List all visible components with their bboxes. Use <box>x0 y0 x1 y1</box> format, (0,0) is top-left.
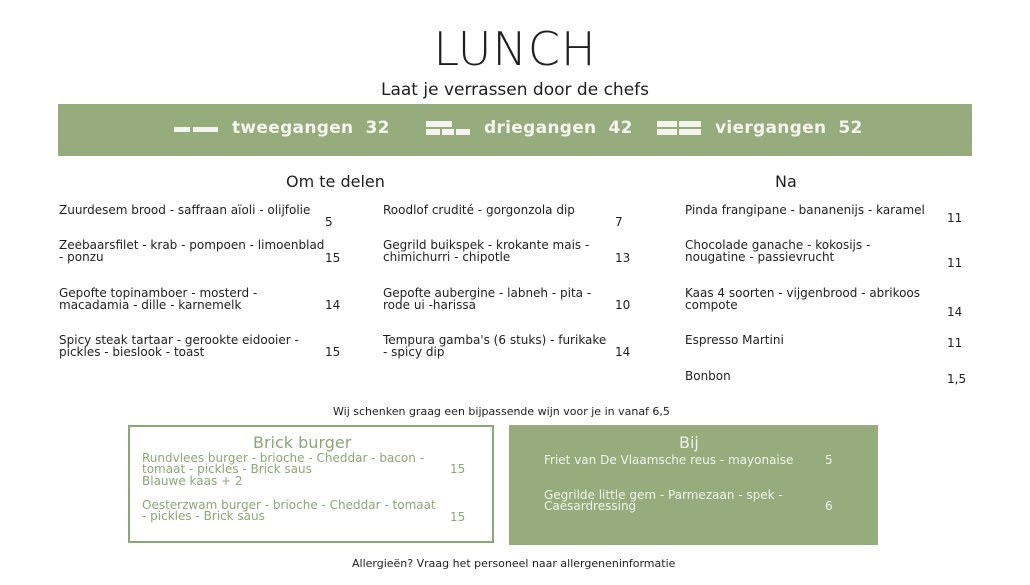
burger-item: Rundvlees burger - brioche - Cheddar - bacon - tomaat - pickles - Brick saus <box>142 451 425 476</box>
course-price: 32 <box>365 118 390 138</box>
menu-item-price: 7 <box>615 215 623 229</box>
page-title: LUNCH <box>433 22 597 76</box>
menu-item: Spicy steak tartaar - gerookte eidooier - pickles - bieslook - toast <box>59 333 299 359</box>
course-banner <box>58 104 972 156</box>
menu-item: Pinda frangipane - bananenijs - karamel <box>685 203 925 217</box>
menu-item-price: 14 <box>615 345 631 359</box>
menu-item: Espresso Martini <box>685 333 784 347</box>
allergy-note: Allergieën? Vraag het personeel naar allergeneninformatie <box>352 557 676 570</box>
wine-note: Wij schenken graag een bijpassende wijn voor je in vanaf 6,5 <box>333 405 670 418</box>
side-item: Gegrilde little gem - Parmezaan - spek - Caesardressing <box>544 488 783 513</box>
menu-item: Bonbon <box>685 369 731 383</box>
menu-item: Gepofte aubergine - labneh - pita - rode ui -harissa <box>383 286 592 312</box>
menu-item-price: 14 <box>947 305 963 319</box>
menu-item: Zeebaarsfilet - krab - pompoen - limoenblad - ponzu <box>59 238 325 264</box>
menu-item-price: 14 <box>325 298 341 312</box>
menu-item-price: 11 <box>947 256 963 270</box>
brick-burger-heading: Brick burger <box>253 433 352 452</box>
menu-item: Gepofte topinamboer - mosterd - macadamia - dille - karnemelk <box>59 286 258 312</box>
course-option-driegangen <box>426 118 633 138</box>
section-heading-na: Na <box>775 172 797 191</box>
course-name: viergangen <box>715 118 827 138</box>
course-option-tweegangen <box>174 118 390 138</box>
burger-item-extra: Blauwe kaas + 2 <box>142 474 243 488</box>
four-bars-icon <box>657 120 701 136</box>
bij-heading: Bij <box>679 433 699 452</box>
menu-item: Tempura gamba's (6 stuks) - furikake - spicy dip <box>383 333 607 359</box>
course-option-viergangen <box>657 118 863 138</box>
section-heading-om-te-delen: Om te delen <box>286 172 385 191</box>
menu-item-price: 5 <box>325 215 333 229</box>
page-subtitle: Laat je verrassen door de chefs <box>381 80 649 100</box>
menu-item-price: 15 <box>325 345 341 359</box>
menu-item-price: 13 <box>615 251 631 265</box>
burger-item: Oesterzwam burger - brioche - Cheddar - tomaat - pickles - Brick saus <box>142 498 436 523</box>
menu-item-price: 11 <box>947 211 963 225</box>
side-item-price: 6 <box>825 499 833 513</box>
menu-item-price: 1,5 <box>947 372 967 386</box>
side-item: Friet van De Vlaamsche reus - mayonaise <box>544 453 794 467</box>
menu-item: Kaas 4 soorten - vijgenbrood - abrikoos compote <box>685 286 921 312</box>
course-price: 52 <box>838 118 863 138</box>
course-price: 42 <box>608 118 633 138</box>
three-bars-icon <box>426 120 470 136</box>
side-item-price: 5 <box>825 453 833 467</box>
menu-item-price: 11 <box>947 336 963 350</box>
two-bars-icon <box>174 121 218 135</box>
menu-item-price: 10 <box>615 298 631 312</box>
menu-item: Gegrild buikspek - krokante mais - chimichurri - chipotle <box>383 238 590 264</box>
menu-item: Roodlof crudité - gorgonzola dip <box>383 203 575 217</box>
menu-item-price: 15 <box>325 251 341 265</box>
course-name: tweegangen <box>232 118 354 138</box>
burger-item-price: 15 <box>450 510 466 524</box>
menu-item: Chocolade ganache - kokosijs - nougatine - passievrucht <box>685 238 871 264</box>
course-name: driegangen <box>484 118 597 138</box>
menu-item: Zuurdesem brood - saffraan aïoli - olijfolie <box>59 203 311 217</box>
burger-item-price: 15 <box>450 462 466 476</box>
